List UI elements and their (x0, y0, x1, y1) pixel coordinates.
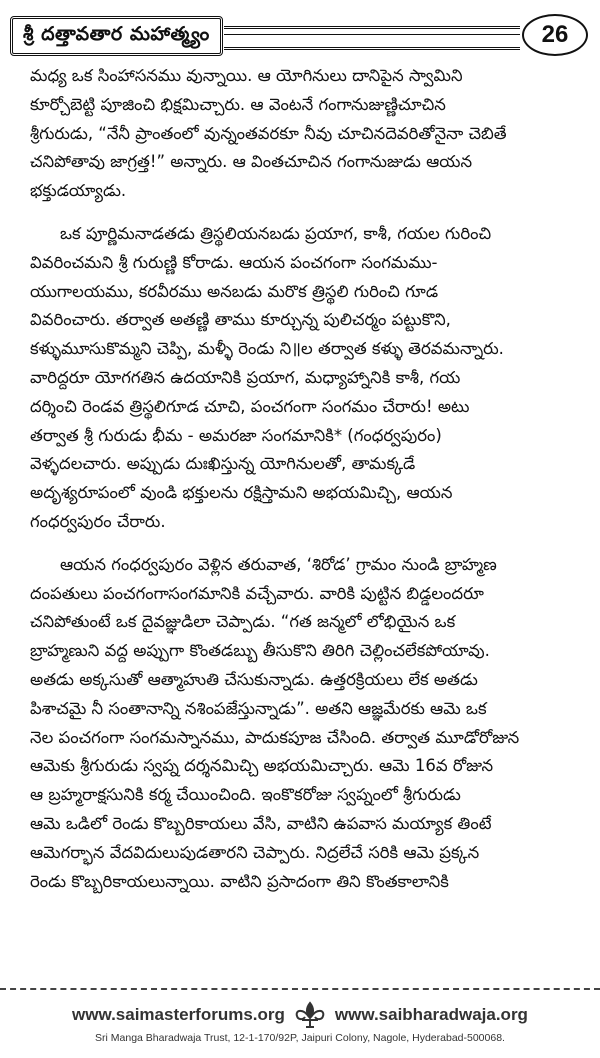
page-footer (0, 1000, 600, 1044)
text-line: ఒక పూర్ణిమనాడతడు త్రిస్థలియనబడు ప్రయాగ, కాశీ, గయల గురించి (60, 223, 492, 243)
text-line: వారిద్దరూ యోగగతిన ఉదయానికి ప్రయాగ, మధ్యాహ్నానికి కాశీ, గయ (30, 367, 461, 387)
text-line: చనిపోతుంటే ఒక దైవజ్ఞుడిలా చెప్పాడు. “గత జన్మలో లోభియైన ఒక (30, 612, 456, 632)
text-line: యుగాలయము, కరవీరము అనబడు మరొక త్రిస్థలి గురించి గూడ (30, 281, 439, 301)
header-rule-lines (224, 26, 520, 50)
text-line: అదృశ్యరూపంలో వుండి భక్తులను రక్షిస్తామని అభయమిచ్చి, ఆయన (30, 483, 453, 503)
text-line: పిశాచమై నీ సంతానాన్ని నశింపజేస్తున్నాడు”. అతని ఆజ్ఞమేరకు ఆమె ఒక (30, 698, 487, 718)
text-line: నెల పంచగంగా సంగమస్నానము, పాదుకపూజ చేసింది. తర్వాత మూడోరోజున (30, 727, 520, 747)
text-line: వివరించమని శ్రీ గురుణ్ణి కోరాడు. ఆయన పంచగంగా సంగమము- (30, 252, 438, 272)
text-line: మధ్య ఒక సింహాసనము వున్నాయి. ఆ యోగినులు దానిపైన స్వామిని (30, 66, 463, 85)
footer-websites (0, 1000, 600, 1030)
text-line: అతడు అక్కసుతో ఆత్మాహుతి చేసుకున్నాడు. ఉత్తరక్రియలు లేక అతడు (30, 669, 478, 689)
text-line: వివరించారు. తర్వాత అతణ్ణి తాము కూర్చున్న పులిచర్మం పట్టుకొని, (30, 310, 451, 330)
text-line: ఆమెగర్భాన వేదవిదులుపుడతారని చెప్పారు. నిద్రలేచే సరికి ఆమె ప్రక్కన (30, 842, 480, 862)
text-line: బ్రాహ్మణుని వద్ద అప్పుగా కొంతడబ్బు తీసుకొని తిరిగి చెల్లించలేకపోయావు. (30, 641, 490, 661)
text-line: కూర్చోబెట్టి పూజించి భిక్షమిచ్చారు. ఆ వెంటనే గంగానుజుణ్ణిచూచిన (30, 94, 446, 114)
text-line: ఆమె ఒడిలో రెండు కొబ్బరికాయలు వేసి, వాటిని ఉపవాస మయ్యాక తింటే (30, 813, 492, 833)
fleur-de-lis-icon (293, 1000, 327, 1030)
text-line: భక్తుడయ్యాడు. (30, 181, 127, 201)
text-line: ఆ బ్రహ్మరాక్షసునికి కర్మ చేయించింది. ఇంకొకరోజు స్వప్నంలో శ్రీగురుడు (30, 785, 461, 805)
text-line: తర్వాత శ్రీ గురుడు భీమ - అమరజా సంగమానికి* (గంధర్వపురం) (30, 425, 442, 445)
paragraph (30, 62, 575, 206)
website-link-left[interactable]: www.saimasterforums.org (72, 1005, 285, 1024)
text-line: ఆయన గంధర్వపురం వెళ్లిన తరువాత, ‘శిరోడ’ గ్రామం నుండి బ్రాహ్మణ (60, 554, 497, 574)
book-title: శ్రీ దత్తావతార మహాత్మ్యం (10, 16, 223, 56)
paragraph (30, 220, 575, 537)
footer-divider (0, 988, 600, 990)
text-line: ఆమెకు శ్రీగురుడు స్వప్న దర్శనమిచ్చి అభయమిచ్చారు. ఆమె 16వ రోజున (30, 756, 494, 776)
page-header (10, 14, 590, 60)
text-line: రెండు కొబ్బరికాయలున్నాయి. వాటిని ప్రసాదంగా తిని కొంతకాలానికి (30, 871, 449, 891)
text-line: వెళ్ళదలచారు. అప్పుడు దుఃఖిస్తున్న యోగినులతో, తామక్కడే (30, 454, 416, 474)
page-number: 26 (522, 14, 588, 56)
page-body (30, 62, 575, 896)
paragraph (30, 551, 575, 897)
text-line: కళ్ళుమూసుకొమ్మని చెప్పి, మళ్ళీ రెండు ని॥ల తర్వాత కళ్ళు తెరవమన్నారు. (30, 339, 504, 359)
text-line: చనిపోతావు జాగ్రత్త!” అన్నారు. ఆ వింతచూచిన గంగానుజుడు ఆయన (30, 152, 473, 172)
website-link-right[interactable]: www.saibharadwaja.org (334, 1005, 528, 1024)
text-line: శ్రీగురుడు, “నేనీ ప్రాంతంలో వున్నంతవరకూ నీవు చూచినదెవరితోనైనా చెబితే (30, 123, 507, 143)
text-line: దంపతులు పంచగంగాసంగమానికి వచ్చేవారు. వారికి పుట్టిన బిడ్డలందరూ (30, 583, 484, 603)
text-line: దర్శించి రెండవ త్రిస్థలిగూడ చూచి, పంచగంగా సంగమం చేరారు! అటు (30, 396, 470, 416)
trust-address: Sri Manga Bharadwaja Trust, 12-1-170/92P, Jaipuri Colony, Nagole, Hyderabad-500068. (95, 1032, 505, 1044)
text-line: గంధర్వపురం చేరారు. (30, 511, 166, 531)
